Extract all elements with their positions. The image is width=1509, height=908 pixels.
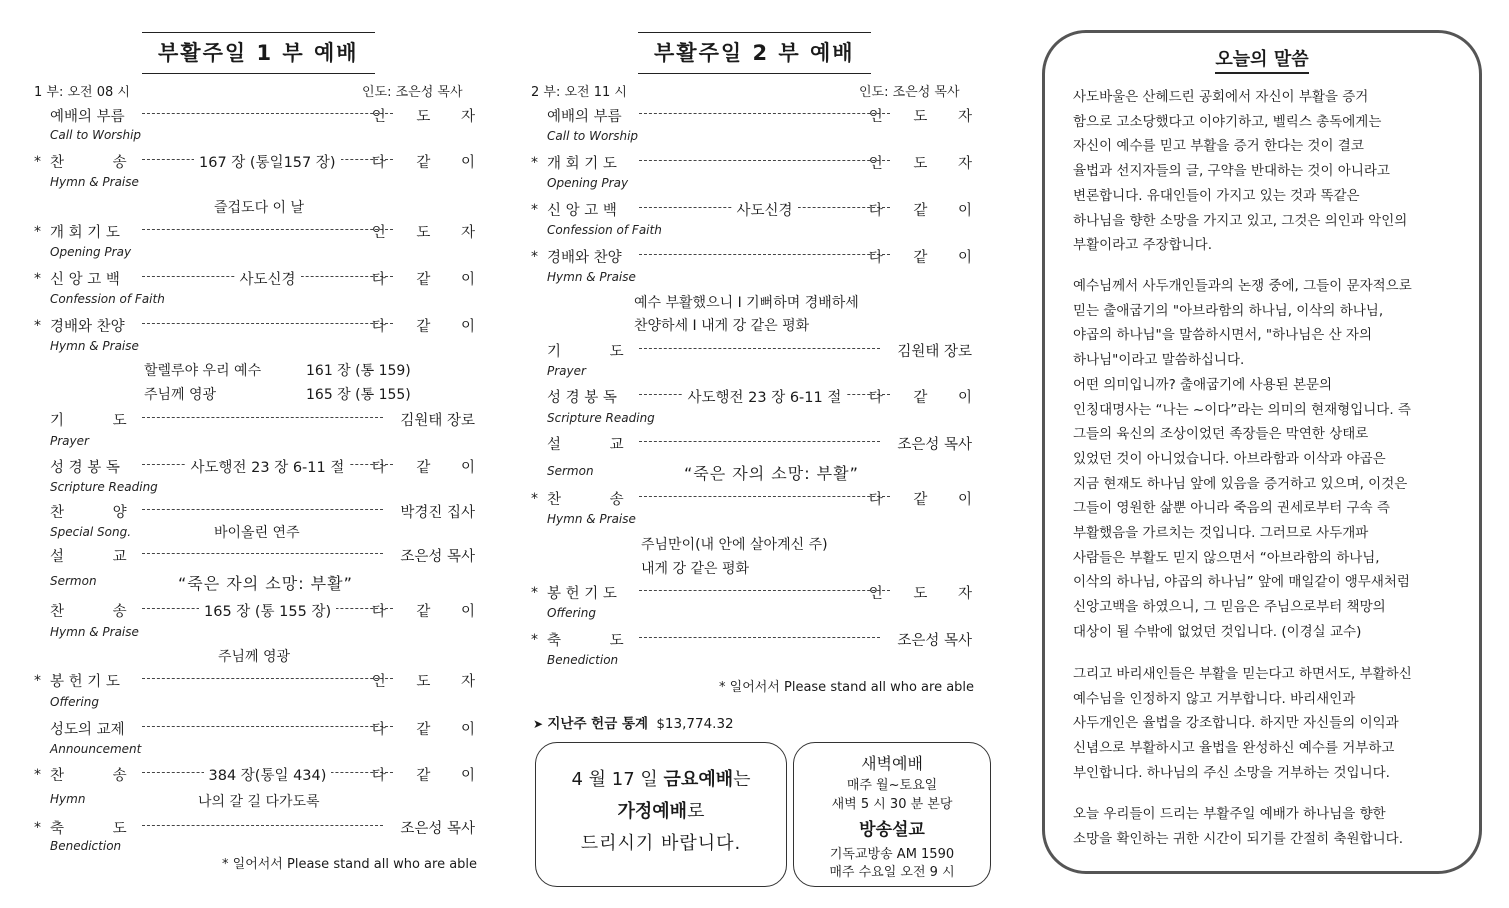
order-item xyxy=(531,340,972,362)
leader-dots xyxy=(142,678,393,679)
stand-marker: * xyxy=(531,249,538,265)
order-item-english: Prayer xyxy=(547,364,586,378)
order-item-english: Announcement xyxy=(50,742,142,756)
order-item-name: 성 경 봉 독 xyxy=(547,390,617,406)
leader-dots xyxy=(142,825,383,826)
order-item-english: Hymn xyxy=(50,792,86,806)
home-service-name: 가정예배 xyxy=(617,801,688,822)
offering-label: 지난주 헌금 통계 xyxy=(547,716,649,732)
leader-dots xyxy=(142,726,393,727)
order-item-detail: 사도행전 23 장 6-11 절 xyxy=(186,456,350,477)
order-item-name: 설 교 xyxy=(547,437,624,453)
order-item xyxy=(34,670,488,692)
service1-hymn1-title: 즐겁도다 이 날 xyxy=(214,200,305,216)
order-item-name: 경배와 찬양 xyxy=(50,319,125,335)
order-item-name: 찬 송 xyxy=(547,492,624,508)
order-item-leader: 다 같 이 xyxy=(371,272,488,288)
order-item xyxy=(34,409,475,431)
service2-time: 2 부: 오전 11 시 xyxy=(531,85,627,100)
dawn-days: 매주 월~토요일 xyxy=(846,778,938,793)
order-item-name: 신 앙 고 백 xyxy=(547,203,617,219)
order-item-leader: 인 도 자 xyxy=(868,109,985,125)
order-item-detail: 사도행전 23 장 6-11 절 xyxy=(683,386,847,407)
order-item-leader: 인 도 자 xyxy=(371,674,488,690)
todays-word-paragraph-4: 오늘 우리들이 드리는 부활주일 예배가 하나님을 향한 소망을 확인하는 귀한 시간이 되기를 간절히 축원합니다. xyxy=(1073,806,1403,847)
leader-dots xyxy=(142,509,383,510)
service1-leader: 인도: 조은성 목사 xyxy=(362,85,463,100)
order-item-name: 기 도 xyxy=(547,344,624,360)
order-item xyxy=(531,246,985,268)
order-item-english: Prayer xyxy=(50,434,89,448)
service2-hymn-line1: 주님만이(내 안에 살아계신 주) xyxy=(641,537,828,553)
leader-dots xyxy=(639,160,890,161)
stand-marker: * xyxy=(531,491,538,507)
stand-marker: * xyxy=(34,154,41,170)
order-item-leader: 김원태 장로 xyxy=(400,413,475,429)
order-item-name: 봉 헌 기 도 xyxy=(50,674,120,690)
order-item xyxy=(34,501,475,523)
dawn-title: 새벽예배 xyxy=(861,754,923,773)
order-item-name: 찬 송 xyxy=(50,155,127,171)
order-item xyxy=(34,268,488,290)
order-item-leader: 다 같 이 xyxy=(371,604,488,620)
order-item-english: Hymn & Praise xyxy=(50,339,139,353)
stand-marker: * xyxy=(34,767,41,783)
order-item-english: Opening Pray xyxy=(547,176,629,190)
order-item xyxy=(531,488,985,510)
order-item-leader: 조은성 목사 xyxy=(400,821,475,837)
service1-praise1-title: 할렐루야 우리 예수 xyxy=(144,363,262,379)
leader-dots xyxy=(142,417,383,418)
friday-line2 xyxy=(536,797,786,823)
order-item xyxy=(34,151,488,173)
order-item xyxy=(531,629,972,651)
todays-word-title xyxy=(1045,45,1479,71)
leader-dots xyxy=(639,348,880,349)
broadcast-station: 기독교방송 AM 1590 xyxy=(829,847,955,862)
friday-line2-particle: 로 xyxy=(687,801,705,822)
order-item-leader: 다 같 이 xyxy=(371,768,488,784)
friday-service-name: 금요예배 xyxy=(663,769,734,790)
order-item xyxy=(34,221,488,243)
service1-hymn3-title: 나의 갈 길 다가도록 xyxy=(198,794,320,810)
order-item-leader: 다 같 이 xyxy=(868,250,985,266)
order-item-detail: 사도신경 xyxy=(235,268,301,289)
friday-date: 4 월 17 일 xyxy=(571,769,658,790)
leader-dots xyxy=(142,113,393,114)
order-item-leader: 조은성 목사 xyxy=(897,437,972,453)
order-item-name: 예배의 부름 xyxy=(547,109,622,125)
service1-time: 1 부: 오전 08 시 xyxy=(34,85,130,100)
order-item xyxy=(34,600,488,622)
service2-title: 부활주일 2 부 예배 xyxy=(638,32,871,74)
friday-line3: 드리시기 바랍니다. xyxy=(580,833,742,854)
service1-praise2-title: 주님께 영광 xyxy=(144,387,217,403)
order-item-leader: 다 같 이 xyxy=(868,390,985,406)
service2-footnote: * 일어서서 Please stand all who are able xyxy=(719,680,975,695)
order-item-name: 축 도 xyxy=(547,633,624,649)
order-item-name: 성도의 교제 xyxy=(50,722,125,738)
order-item-english: Special Song. xyxy=(50,525,132,539)
stand-marker: * xyxy=(34,673,41,689)
service1-praise2-number: 165 장 (통 155) xyxy=(306,387,411,403)
order-item-name: 개 회 기 도 xyxy=(50,225,120,241)
leader-dots xyxy=(639,590,890,591)
order-item-leader: 다 같 이 xyxy=(868,492,985,508)
order-item-name: 찬 송 xyxy=(50,604,127,620)
leader-dots xyxy=(639,496,890,497)
stand-marker: * xyxy=(34,224,41,240)
order-item-english: Scripture Reading xyxy=(50,480,158,494)
order-item-name: 찬 양 xyxy=(50,505,127,521)
stand-marker: * xyxy=(34,820,41,836)
order-item-name: 예배의 부름 xyxy=(50,109,125,125)
order-item-leader: 다 같 이 xyxy=(371,155,488,171)
order-item-name: 개 회 기 도 xyxy=(547,156,617,172)
offering-stats xyxy=(533,712,734,732)
order-item-name: 설 교 xyxy=(50,549,127,565)
order-item-english: Offering xyxy=(547,606,596,620)
todays-word-panel xyxy=(1042,30,1482,874)
order-item-english: Hymn & Praise xyxy=(50,175,139,189)
service1-praise1-number: 161 장 (통 159) xyxy=(306,363,411,379)
order-item-name: 축 도 xyxy=(50,821,127,837)
order-item-leader: 인 도 자 xyxy=(868,586,985,602)
offering-amount: $13,774.32 xyxy=(656,716,734,732)
order-item xyxy=(531,199,985,221)
order-item-leader: 다 같 이 xyxy=(371,722,488,738)
service1-sermon-title: “죽은 자의 소망: 부활” xyxy=(178,574,353,593)
order-item-english: Hymn & Praise xyxy=(547,270,636,284)
order-item xyxy=(531,433,972,455)
leader-dots xyxy=(142,323,393,324)
order-item-detail: 사도신경 xyxy=(732,199,798,220)
friday-line1 xyxy=(536,765,786,791)
service2-leader: 인도: 조은성 목사 xyxy=(859,85,960,100)
order-item-leader: 다 같 이 xyxy=(868,203,985,219)
order-item-leader: 인 도 자 xyxy=(868,156,985,172)
order-item-name: 찬 송 xyxy=(50,768,127,784)
broadcast-time: 매주 수요일 오전 9 시 xyxy=(829,865,955,880)
todays-word-paragraph-1: 사도바울은 산헤드린 공회에서 자신이 부활을 증거 함으로 고소당했다고 이야기하고, 벨릭스 총독에게는 자신이 예수를 믿고 부활을 증거 한다는 것이 결코 율법과 선지자들의 글, 구약을 반대하는 것이 아니라고 변론합니다. 유대인들이 가지고 있는 것과 똑같은 하나님을 향한 소망을 가지고 있고, 그것은 의인과 악인의 부활이라고 주장합니다. xyxy=(1073,89,1408,254)
order-item-detail: 167 장 (통일157 장) xyxy=(194,151,341,172)
order-item-leader: 인 도 자 xyxy=(371,225,488,241)
leader-dots xyxy=(142,229,393,230)
leader-dots xyxy=(142,553,383,554)
service1-footnote: * 일어서서 Please stand all who are able xyxy=(222,857,478,872)
stand-marker: * xyxy=(531,202,538,218)
order-item-name: 기 도 xyxy=(50,413,127,429)
service1-title: 부활주일 1 부 예배 xyxy=(142,32,375,74)
order-item xyxy=(34,817,475,839)
order-item-english: Sermon xyxy=(547,464,594,478)
order-item-english: Call to Worship xyxy=(547,129,639,143)
order-item xyxy=(34,456,488,478)
stand-marker: * xyxy=(34,318,41,334)
service1-special-song-detail: 바이올린 연주 xyxy=(214,525,300,541)
service2-praise-line1: 예수 부활했으니 I 기뻐하며 경배하세 xyxy=(634,295,859,311)
leader-dots xyxy=(639,254,890,255)
order-item xyxy=(531,152,985,174)
service2-praise-line2: 찬양하세 I 내게 강 같은 평화 xyxy=(634,318,810,334)
order-item-leader: 조은성 목사 xyxy=(400,549,475,565)
dawn-time: 새벽 5 시 30 분 본당 xyxy=(831,797,953,812)
broadcast-title: 방송설교 xyxy=(859,820,925,840)
dawn-broadcast-box xyxy=(793,742,991,887)
order-item xyxy=(531,582,985,604)
order-item-name: 경배와 찬양 xyxy=(547,250,622,266)
leader-dots xyxy=(639,441,880,442)
order-item-name: 성 경 봉 독 xyxy=(50,460,120,476)
order-item-detail: 384 장(통일 434) xyxy=(204,764,332,785)
order-item xyxy=(34,545,475,567)
order-item xyxy=(34,105,488,127)
stand-marker: * xyxy=(34,271,41,287)
todays-word-paragraph-2: 예수님께서 사두개인들과의 논쟁 중에, 그들이 문자적으로 믿는 출애굽기의 "아브라함의 하나님, 이삭의 하나님, 야곱의 하나님"을 말씀하시면서, "하나님은 산 자의 하나님"이라고 말씀하십니다. 어떤 의미입니까? 출애굽기에 사용된 본문의 인칭대명사는 “나는 ~이다”라는 의미의 현재형입니다. 즉 그들의 육신의 조상이었던 족장들은 막연한 상태로 있었던 것이 아니었습니다. 아브라함과 이삭과 야곱은 지금 현재도 하나님 앞에 있음을 증거하고 있으며, 이것은 그들이 영원한 삶뿐 아니라 죽음의 권세로부터 구속 즉 부활했음을 가르치는 것입니다. 그러므로 사두개파 사람들은 부활도 믿지 않으면서 “아브라함의 하나님, 이삭의 하나님, 야곱의 하나님” 앞에 매일같이 앵무새처럼 신앙고백을 하였으니, 그 믿음은 주님으로부터 책망의 대상이 될 수밖에 없었던 것입니다. (이경실 교수) xyxy=(1073,278,1412,640)
stand-marker: * xyxy=(531,155,538,171)
service2-hymn-line2: 내게 강 같은 평화 xyxy=(641,561,750,577)
order-item-english: Offering xyxy=(50,695,99,709)
friday-line1-particle: 는 xyxy=(733,769,751,790)
order-item xyxy=(34,315,488,337)
order-item-detail: 165 장 (통 155 장) xyxy=(199,600,336,621)
order-item-name: 봉 헌 기 도 xyxy=(547,586,617,602)
order-item-leader: 다 같 이 xyxy=(371,460,488,476)
friday-service-box xyxy=(535,742,787,887)
order-item-name: 신 앙 고 백 xyxy=(50,272,120,288)
order-item-leader: 다 같 이 xyxy=(371,319,488,335)
stand-marker: * xyxy=(531,632,538,648)
order-item-leader: 김원태 장로 xyxy=(897,344,972,360)
order-item-english: Benediction xyxy=(50,839,122,853)
service2-sermon-title: “죽은 자의 소망: 부활” xyxy=(684,464,859,483)
arrow-bullet-icon: ➤ xyxy=(533,717,544,731)
order-item-english: Confession of Faith xyxy=(547,223,662,237)
order-item-leader: 조은성 목사 xyxy=(897,633,972,649)
order-item xyxy=(531,386,985,408)
order-item-english: Sermon xyxy=(50,574,97,588)
order-item-english: Opening Pray xyxy=(50,245,132,259)
stand-marker: * xyxy=(531,585,538,601)
order-item xyxy=(34,764,488,786)
order-item-english: Benediction xyxy=(547,653,619,667)
order-item xyxy=(34,718,488,740)
order-item-leader: 인 도 자 xyxy=(371,109,488,125)
order-item-english: Hymn & Praise xyxy=(50,625,139,639)
todays-word-paragraph-3: 그리고 바리새인들은 부활을 믿는다고 하면서도, 부활하신 예수님을 인정하지 않고 거부합니다. 바리새인과 사두개인은 율법을 강조합니다. 하지만 자신들의 이익과 신념으로 부활하시고 율법을 완성하신 예수를 거부하고 부인합니다. 하나님의 주신 소망을 거부하는 것입니다. xyxy=(1073,666,1412,781)
order-item-english: Confession of Faith xyxy=(50,292,165,306)
order-item-english: Call to Worship xyxy=(50,128,142,142)
order-item xyxy=(531,105,985,127)
leader-dots xyxy=(639,113,890,114)
order-item-english: Scripture Reading xyxy=(547,411,655,425)
order-item-leader: 박경진 집사 xyxy=(400,505,475,521)
leader-dots xyxy=(639,637,880,638)
service1-hymn2-title: 주님께 영광 xyxy=(218,649,291,665)
todays-word-title-text: 오늘의 말씀 xyxy=(1215,49,1308,74)
order-item-english: Hymn & Praise xyxy=(547,512,636,526)
